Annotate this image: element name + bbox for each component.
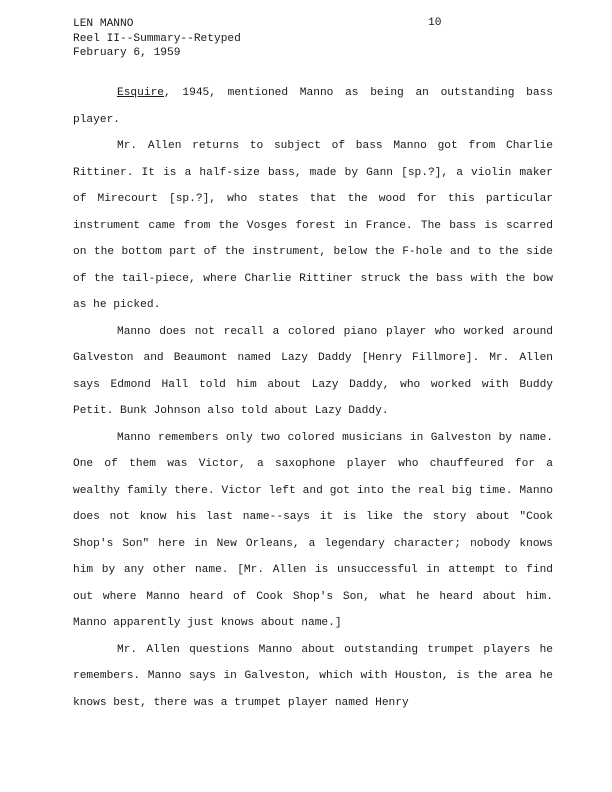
document-header (73, 17, 241, 61)
paragraph (73, 80, 553, 133)
header-title: LEN MANNO (73, 18, 134, 30)
page-number: 10 (428, 17, 442, 29)
paragraph-text: , 1945, mentioned Manno as being an outstanding bass player. (73, 87, 553, 126)
header-date: February 6, 1959 (73, 47, 181, 59)
paragraph: Mr. Allen questions Manno about outstanding trumpet players he remembers. Manno says in Galveston, which with Houston, is the area he knows best, there was a trumpet player named Henry (73, 643, 553, 709)
paragraph: Manno does not recall a colored piano player who worked around Galveston and Beaumont named Lazy Daddy [Henry Fillmore]. Mr. Allen says Edmond Hall told him about Lazy Daddy, who worked with Buddy Petit. Bunk Johnson also told about Lazy Daddy. (73, 325, 553, 417)
paragraph: Mr. Allen returns to subject of bass Manno got from Charlie Rittiner. It is a half-size bass, made by Gann [sp.?], a violin maker of Mirecourt [sp.?], who states that the wood for this particular instrument came from the Vosges forest in France. The bass is scarred on the bottom part of the instrument, below the F-hole and to the side of the tail-piece, where Charlie Rittiner struck the bass with the bow as he picked. (73, 140, 553, 311)
header-reel: Reel II--Summary--Retyped (73, 32, 241, 45)
magazine-title: Esquire (117, 87, 164, 99)
paragraph: Manno remembers only two colored musicians in Galveston by name. One of them was Victor, a saxophone player who chauffeured for a wealthy family there. Victor left and got into the real big time. Manno does not know his last name--says it is like the story about "Cook Shop's Son" here in New Orleans, a legendary character; nobody knows him by any other name. [Mr. Allen is unsuccessful in attempt to find out where Manno heard of Cook Shop's Son, what he heard about him. Manno apparently just knows about name.] (73, 431, 553, 629)
document-body (73, 80, 553, 716)
